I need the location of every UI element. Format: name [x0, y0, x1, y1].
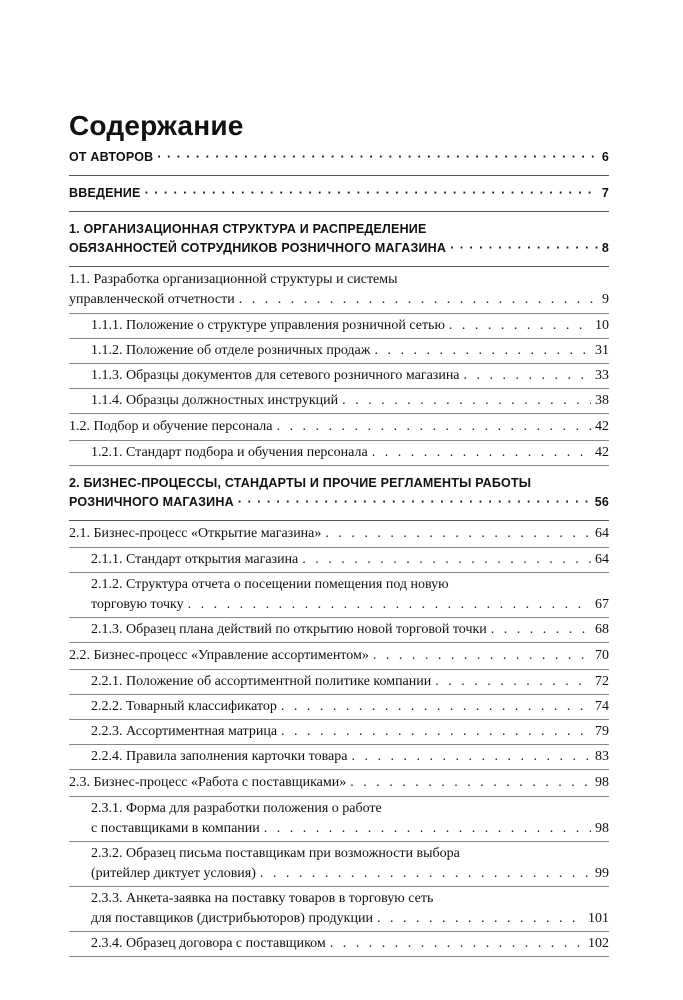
- dot-leader: [325, 524, 591, 544]
- toc-page-number: 64: [595, 526, 609, 541]
- toc-entry-line: [91, 391, 609, 411]
- toc-entry-line: [91, 672, 609, 692]
- toc-entry-text: 2.2.2. Товарный классификатор: [91, 699, 277, 714]
- toc-page-number: 64: [595, 552, 609, 567]
- toc-entry-text: ОТ АВТОРОВ: [69, 150, 154, 164]
- dot-leader: [188, 595, 591, 615]
- toc-entry-line: [91, 595, 609, 615]
- toc-entry-text: 2.3.2. Образец письма поставщикам при возможности выбора: [91, 846, 460, 861]
- dot-leader: [281, 697, 591, 717]
- dot-leader: [264, 819, 591, 839]
- toc-entry-text: 1. ОРГАНИЗАЦИОННАЯ СТРУКТУРА И РАСПРЕДЕЛЕНИЕ: [69, 222, 427, 236]
- toc-page-number: 42: [595, 445, 609, 460]
- toc-page-number: 31: [595, 343, 609, 358]
- dot-leader: [372, 443, 591, 463]
- dot-leader: [374, 341, 591, 361]
- dot-leader: [145, 184, 598, 203]
- toc-page-number: 9: [602, 292, 609, 307]
- toc-entry-sub: [69, 720, 609, 745]
- toc-entry-line: [91, 620, 609, 640]
- toc-entry-text: 2.1.3. Образец плана действий по открытию новой торговой точки: [91, 622, 487, 637]
- dot-leader: [373, 646, 591, 666]
- toc-page-number: 68: [595, 622, 609, 637]
- toc-entry-line: [69, 148, 609, 167]
- toc-page-number: 102: [588, 936, 609, 951]
- toc-entry-text: для поставщиков (дистрибьюторов) продукции: [91, 911, 373, 926]
- toc-entry-sub: [69, 364, 609, 389]
- toc-entry-line: [69, 184, 609, 203]
- page-title: Содержание: [69, 110, 244, 141]
- toc-entry-chapter: [69, 148, 609, 176]
- toc-entry-line: [91, 722, 609, 742]
- dot-leader: [377, 909, 584, 929]
- dot-leader: [281, 722, 591, 742]
- dot-leader: [260, 864, 591, 884]
- toc-entry-line: [91, 443, 609, 463]
- dot-leader: [342, 391, 591, 411]
- toc-entry-text: 1.2.1. Стандарт подбора и обучения персонала: [91, 445, 368, 460]
- toc-entry-line: [91, 550, 609, 570]
- toc-entry-section: [69, 267, 609, 314]
- dot-leader: [239, 290, 598, 310]
- toc-entry-section: [69, 521, 609, 548]
- toc-entry-text: (ритейлер диктует условия): [91, 866, 256, 881]
- toc-entry-sub: [69, 389, 609, 414]
- toc-page-number: 79: [595, 724, 609, 739]
- toc-entry-text: управленческой отчетности: [69, 292, 235, 307]
- toc-entry-line: [91, 819, 609, 839]
- toc-entry-text: 2.1. Бизнес-процесс «Открытие магазина»: [69, 526, 322, 541]
- toc-page-number: 67: [595, 597, 609, 612]
- dot-leader: [350, 773, 591, 793]
- toc-entry-sub: [69, 618, 609, 643]
- toc-entry-text: торговую точку: [91, 597, 184, 612]
- toc-page-number: 42: [595, 419, 609, 434]
- toc-entry-sub: [69, 670, 609, 695]
- toc-entry-line: [69, 524, 609, 544]
- dot-leader: [302, 550, 591, 570]
- toc-entry-text: 2.2.3. Ассортиментная матрица: [91, 724, 278, 739]
- toc-entry-line: [91, 366, 609, 386]
- toc-entry-line: [91, 934, 609, 954]
- toc-entry-line: [91, 316, 609, 336]
- toc-entry-sub: [69, 842, 609, 887]
- toc-entry-text: ВВЕДЕНИЕ: [69, 186, 141, 200]
- toc-page-number: 99: [595, 866, 609, 881]
- toc-entry-text: 2.3.1. Форма для разработки положения о работе: [91, 801, 382, 816]
- toc-entry-sub: [69, 745, 609, 770]
- toc-page-number: 98: [595, 821, 609, 836]
- toc-entry-line: [91, 909, 609, 929]
- toc-entry-line: [69, 773, 609, 793]
- toc-entry-section: [69, 643, 609, 670]
- toc-entry-line: [91, 747, 609, 767]
- toc-page-number: 38: [595, 393, 609, 408]
- toc-entry-sub: [69, 441, 609, 466]
- toc-page-number: 70: [595, 648, 609, 663]
- dot-leader: [435, 672, 591, 692]
- dot-leader: [157, 148, 597, 167]
- toc-entry-text: с поставщиками в компании: [91, 821, 260, 836]
- dot-leader: [238, 493, 591, 512]
- toc-entry-text: 2.1.1. Стандарт открытия магазина: [91, 552, 299, 567]
- toc-entry-sub: [69, 339, 609, 364]
- toc-entry-text: 1.1.1. Положение о структуре управления розничной сетью: [91, 318, 445, 333]
- toc-page-number: 7: [601, 186, 609, 200]
- toc-entry-sub: [69, 797, 609, 842]
- toc-entry-line: [91, 697, 609, 717]
- toc-page-number: 74: [595, 699, 609, 714]
- toc-entry-text: 1.1.3. Образцы документов для сетевого розничного магазина: [91, 368, 460, 383]
- toc-page-number: 98: [595, 775, 609, 790]
- dot-leader: [351, 747, 591, 767]
- toc-entry-sub: [69, 695, 609, 720]
- toc-entry-section: [69, 770, 609, 797]
- dot-leader: [276, 417, 591, 437]
- dot-leader: [491, 620, 591, 640]
- table-of-contents: [69, 148, 609, 957]
- toc-entry-text: ОБЯЗАННОСТЕЙ СОТРУДНИКОВ РОЗНИЧНОГО МАГАЗИНА: [69, 241, 447, 255]
- toc-page-number: 33: [595, 368, 609, 383]
- toc-entry-section: [69, 414, 609, 441]
- toc-entry-sub: [69, 887, 609, 932]
- toc-page-number: 83: [595, 749, 609, 764]
- toc-entry-text: 1.1.2. Положение об отделе розничных продаж: [91, 343, 371, 358]
- toc-entry-text: 2.3.3. Анкета-заявка на поставку товаров в торговую сеть: [91, 891, 434, 906]
- toc-page-number: 8: [601, 241, 609, 255]
- toc-entry-chapter: [69, 184, 609, 212]
- dot-leader: [330, 934, 584, 954]
- dot-leader: [449, 316, 591, 336]
- toc-entry-chapter: [69, 474, 609, 521]
- toc-page-number: 6: [601, 150, 609, 164]
- toc-entry-line: [69, 239, 609, 258]
- toc-entry-sub: [69, 314, 609, 339]
- dot-leader: [450, 239, 598, 258]
- toc-page-number: 72: [595, 674, 609, 689]
- toc-entry-line: [69, 290, 609, 310]
- toc-entry-text: 2.3. Бизнес-процесс «Работа с поставщиками»: [69, 775, 347, 790]
- toc-entry-text: 2. БИЗНЕС-ПРОЦЕССЫ, СТАНДАРТЫ И ПРОЧИЕ РЕГЛАМЕНТЫ РАБОТЫ: [69, 476, 532, 490]
- toc-entry-text: 2.2. Бизнес-процесс «Управление ассортиментом»: [69, 648, 369, 663]
- toc-entry-text: 1.2. Подбор и обучение персонала: [69, 419, 273, 434]
- toc-entry-chapter: [69, 220, 609, 267]
- toc-entry-text: 2.1.2. Структура отчета о посещении помещения под новую: [91, 577, 449, 592]
- toc-entry-text: 1.1. Разработка организационной структуры и системы: [69, 272, 398, 287]
- toc-entry-sub: [69, 548, 609, 573]
- toc-entry-line: [69, 646, 609, 666]
- toc-entry-line: [69, 493, 609, 512]
- toc-entry-text: 2.2.1. Положение об ассортиментной политике компании: [91, 674, 432, 689]
- toc-entry-sub: [69, 932, 609, 957]
- toc-page-number: 56: [594, 495, 609, 509]
- toc-entry-line: [69, 417, 609, 437]
- toc-entry-text: РОЗНИЧНОГО МАГАЗИНА: [69, 495, 234, 509]
- toc-page-number: 101: [588, 911, 609, 926]
- dot-leader: [464, 366, 591, 386]
- toc-entry-text: 1.1.4. Образцы должностных инструкций: [91, 393, 339, 408]
- toc-entry-text: 2.3.4. Образец договора с поставщиком: [91, 936, 326, 951]
- toc-entry-sub: [69, 573, 609, 618]
- toc-entry-text: 2.2.4. Правила заполнения карточки товара: [91, 749, 348, 764]
- toc-entry-line: [91, 864, 609, 884]
- toc-entry-line: [91, 341, 609, 361]
- toc-page-number: 10: [595, 318, 609, 333]
